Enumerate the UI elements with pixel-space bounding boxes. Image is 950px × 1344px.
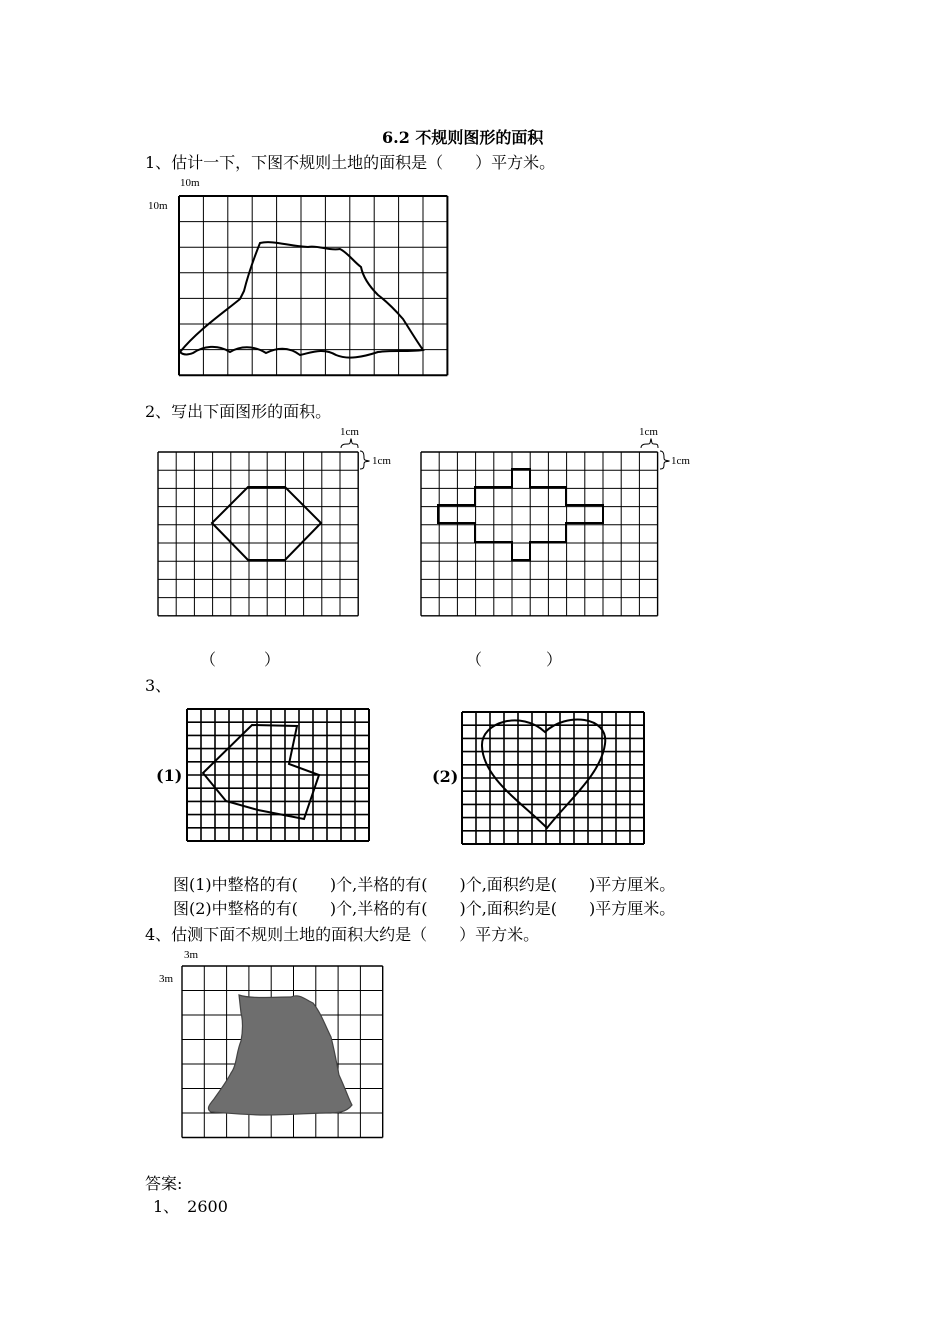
q2-cross-shape [438,469,603,560]
q2-brace-icon-side [660,451,669,469]
question-4-text: 4、估测下面不规则土地的面积大约是（ ）平方米。 [145,925,540,944]
q3-heart-shape [482,720,605,829]
q2-hexagon-shape [212,487,321,560]
q2-brace-icon-top [641,439,658,448]
question-1-text: 1、估计一下，下图不规则土地的面积是（ ）平方米。 [145,153,556,172]
q3-answer-line-2: 图(2)中整格的有( )个,半格的有( )个,面积约是( )平方厘米。 [173,899,676,918]
q2-hexagon-grid-figure [157,440,382,618]
q2-answer-blank-2[interactable]: （ ） [466,650,563,669]
q3-figure-label-1: (1) [156,766,183,785]
q2-unit-side-label-b: 1cm [372,455,391,467]
answers-heading: 答案: [145,1174,183,1193]
q2-cross-grid-figure [420,440,680,618]
q2-brace-icon-left [341,439,358,448]
q3-irregular-polygon-shape [203,725,319,819]
q2-unit-top-label-c: 1cm [639,426,658,438]
q2-unit-side-label-d: 1cm [671,455,690,467]
q3-grid-lines-2 [462,712,644,844]
question-2-text: 2、写出下面图形的面积。 [145,402,332,421]
q1-unit-top-label: 10m [180,177,200,189]
q2-brace-icon-right [360,451,369,469]
q3-polygon-grid-figure [186,707,372,847]
q2-answer-blank-1[interactable]: （ ） [200,650,281,669]
q3-grid-lines-1 [187,709,369,841]
q2-grid-lines-right [421,452,658,616]
question-3-text: 3、 [145,676,172,695]
q4-unit-top-label: 3m [184,949,199,961]
q3-heart-grid-figure [461,710,648,850]
q1-land-grid-figure [178,195,449,376]
q3-figure-label-2: (2) [432,767,459,786]
q4-land-grid-figure [181,965,383,1140]
q4-unit-left-label: 3m [159,973,174,985]
q4-irregular-land-shape [208,995,352,1115]
answer-1: 1、 2600 [153,1197,228,1216]
q2-unit-top-label-a: 1cm [340,426,359,438]
page-title: 6.2 不规则图形的面积 [382,128,544,147]
q1-unit-left-label: 10m [148,200,168,212]
q3-answer-line-1: 图(1)中整格的有( )个,半格的有( )个,面积约是( )平方厘米。 [173,875,676,894]
q2-grid-lines-left [158,452,358,616]
